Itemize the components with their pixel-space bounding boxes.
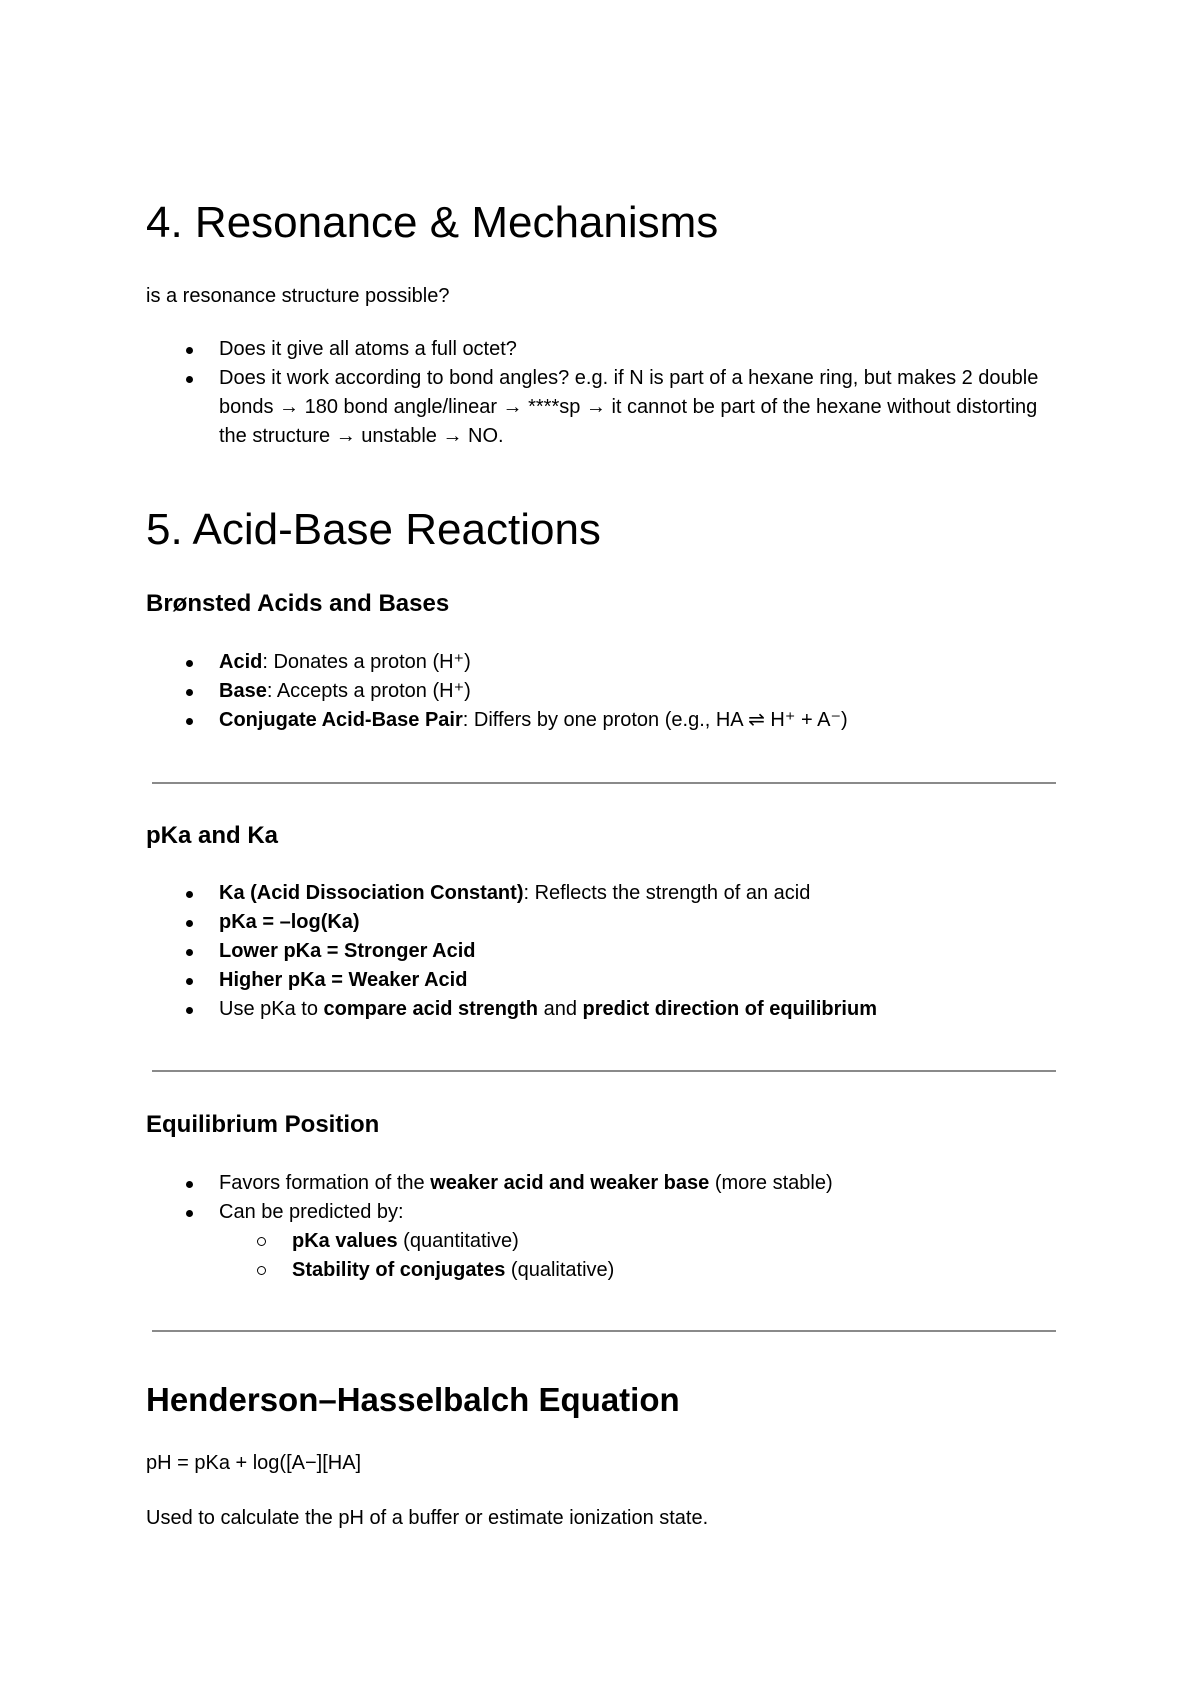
term: Base xyxy=(219,680,267,702)
section-4-intro: is a resonance structure possible? xyxy=(146,285,450,307)
list-item xyxy=(146,937,1066,966)
term: Conjugate Acid-Base Pair xyxy=(219,709,463,731)
list-item xyxy=(146,995,1066,1024)
definition: : Reflects the strength of an acid xyxy=(523,882,811,904)
term: Acid xyxy=(219,651,263,673)
term: Higher pKa = Weaker Acid xyxy=(219,969,468,991)
equilibrium-list xyxy=(146,1169,1066,1285)
term: predict direction of equilibrium xyxy=(582,998,877,1020)
term: pKa values xyxy=(292,1230,398,1252)
section-4-title: 4. Resonance & Mechanisms xyxy=(146,198,719,247)
list-item xyxy=(146,966,1066,995)
term: weaker acid and weaker base xyxy=(430,1172,710,1194)
divider xyxy=(152,1330,1056,1332)
list-item xyxy=(146,706,1066,735)
list-item xyxy=(146,908,1066,937)
hh-usage: Used to calculate the pH of a buffer or estimate ionization state. xyxy=(146,1507,709,1529)
sub-list-item xyxy=(146,1227,1066,1256)
text: Favors formation of the xyxy=(219,1172,431,1194)
text: (qualitative) xyxy=(505,1259,615,1281)
term: compare acid strength xyxy=(323,998,539,1020)
definition: : Accepts a proton (H⁺) xyxy=(266,680,471,702)
sub-list-item xyxy=(146,1256,1066,1285)
text: Use pKa to xyxy=(219,998,324,1020)
bronsted-list xyxy=(146,648,1066,735)
list-item xyxy=(146,1169,1066,1198)
pka-heading: pKa and Ka xyxy=(146,822,279,849)
text: and xyxy=(538,998,583,1020)
divider xyxy=(152,782,1056,784)
list-item: Does it give all atoms a full octet? xyxy=(146,335,1066,364)
list-item xyxy=(146,677,1066,706)
term: Stability of conjugates xyxy=(292,1259,506,1281)
text: (quantitative) xyxy=(397,1230,519,1252)
section-5-title: 5. Acid-Base Reactions xyxy=(146,505,601,554)
bronsted-heading: Brønsted Acids and Bases xyxy=(146,590,450,617)
equilibrium-heading: Equilibrium Position xyxy=(146,1111,380,1138)
term: pKa = –log(Ka) xyxy=(219,911,360,933)
hh-equation: pH = pKa + log([A−][HA] xyxy=(146,1452,362,1474)
text: (more stable) xyxy=(709,1172,833,1194)
section-4-bullet-list xyxy=(146,335,1066,451)
definition: : Donates a proton (H⁺) xyxy=(262,651,471,673)
list-item: Does it work according to bond angles? e.g. if N is part of a hexane ring, but makes 2 double bonds → 180 bond angle/linear → ****sp → it cannot be part of the hexane without distorting the structure → unstable → NO. xyxy=(146,364,1066,451)
hh-heading: Henderson–Hasselbalch Equation xyxy=(146,1381,680,1418)
list-item xyxy=(146,648,1066,677)
definition: : Differs by one proton (e.g., HA ⇌ H⁺ + A⁻) xyxy=(462,709,848,731)
term: Ka (Acid Dissociation Constant) xyxy=(219,882,524,904)
divider xyxy=(152,1070,1056,1072)
pka-list xyxy=(146,879,1066,1024)
list-item xyxy=(146,879,1066,908)
term: Lower pKa = Stronger Acid xyxy=(219,940,476,962)
list-item: Can be predicted by: xyxy=(146,1198,1066,1227)
